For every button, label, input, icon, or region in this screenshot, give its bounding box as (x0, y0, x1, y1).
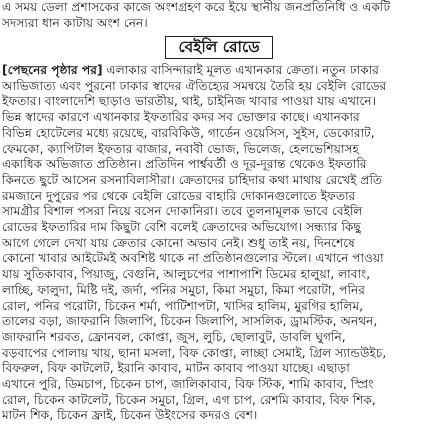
body-line: ইফতার। বাংলাদেশি ছাড়াও ভারতীয়, থাই, চাইনিজ খাবার পাওয়া যায় এখানে। (2, 94, 377, 109)
body-line: কিনতে ছুটে আসেন রসনাবিলাসীরা। ক্রেতাদের চাহিদার কথা মাথায় রেখেই প্রতি (2, 172, 383, 187)
body-line: বিভিন্ন হোটেলের মধ্যে রয়েছে, বারবিকিউ, গার্ডেন ওয়েসিস, সুইস, ডেকোরাট, (2, 125, 375, 140)
body-line (2, 63, 436, 79)
body-line: সামগ্রীর বিশাল পসরা নিয়ে বসেন দোকানিরা। তবে তুলনামূলক ভাবে বেইলি (2, 204, 363, 219)
body-line: রোল, পনির পরোটা, চিকেন শর্মা, পাটিশাপটা, খাসির হালিম, মুরগির হালিম, (2, 298, 364, 313)
body-line: কোনো খাবার আইটেমই অবশিষ্ট থাকে না প্রতিষ্ঠানগুলোর স্টলে। এখানে পাওয়া (2, 251, 384, 266)
body-line: তালের বড়া, জাফরানি জিলাপি, চিকেন জিলাপি, সাসলিক, ড্রামস্টিক, অনথন, (2, 314, 378, 329)
body-line: লাচ্ছি, ফালুদা, মিষ্টি দই, জর্দা, পনির সমুচা, কিমা সমুচা, কিমা পরোটা, পনির (2, 282, 366, 297)
body-line: যায় সুতিকাবাব, পিয়াজু, বেগুনি, আলুচপের পাশাপাশি ডিমের হালুয়া, লাবাং, (2, 267, 371, 282)
article-heading-wrap (0, 36, 438, 59)
body-line: বিফরুল, বিফ কাটলেট, ইরানি কাবাব, মাটন কাবাব পাওয়া যাচ্ছে। এছাড়া (2, 361, 350, 376)
intro-line-1: এ সময় ডেলা প্রশাসকের কাজে অংশগ্রহণ করে ইয়ে স্থানীয় জনপ্রতিনিধি ও একটি (2, 0, 391, 14)
continuation-marker: [পেছনের পৃষ্ঠার পর] (2, 63, 103, 77)
body-line: রমজানে দুপুরের পর থেকে বেইলি রোডের বাহারি দোকানগুলোতে ইফতার (2, 188, 356, 203)
body-line: আগে গেলে দেখা যায় ক্রেতার কোনো অভাব নেই। শুধু তাই নয়, দিনশেষে (2, 235, 355, 250)
body-line: একাধিক অভিজাত প্রতিষ্ঠান। প্রতিদিন পার্শ্ববর্তী ও দূর-দূরান্ত থেকেও ইফতারি (2, 157, 367, 172)
body-line: ফেমকো, ক্যাপিটাল ইফতার বাজার, নবাবী ভোজ, ভিলেজ, হেলভেশিয়াসহ (2, 141, 359, 156)
body-line: জাফরানি শরবত, ফ্রোনবল, কোপ্তা, জুস, লুচি, ছোলাবুট, ডাবলি ঘুগনি, (2, 329, 346, 344)
intro-line-2: সদস্যরা ধান কাটায় অংশ নেন। (2, 16, 148, 30)
body-line: মাটন শিক, চিকেন ফ্রাই, চিকেন উইংসের কদরও বেশ। (2, 408, 258, 423)
body-line: রোল, চিকেন কাটলেট, চিকেন সমুচা, গ্রিল, এগ চাপ, রেশমি কাবাব, বিফ শিক, (2, 392, 376, 407)
article-body (2, 63, 436, 424)
body-line-text: এলাকার বাসিন্দারাই মূলত এখানকার ক্রেতা। নতুন ঢাকার (106, 63, 379, 77)
body-line: রোডের ইফতারির দাম কিছুটা বেশি বলেই ক্রেতাদের অভিযোগ। সন্ধ্যার কিছু (2, 220, 361, 235)
article-heading: বেইলি রোডে (165, 36, 272, 59)
body-line: বড়বাপের পোলায় খায়, ছানা মসলা, বিফ কোপ্তা, লাচ্ছা সেমাই, গ্রিল স্যান্ডউইচ, (2, 345, 387, 360)
body-line: আভিজাত্য এবং পুরনো ঢাকার স্বাদের ঐতিহ্যের সমন্বয়ে তৈরি হয় বেইলি রোডের (2, 78, 387, 93)
body-line: এখানে পুরি, ডিমচাপ, চিকেন চাপ, জালিকাবাব, বিফ স্টিক, শামি কাবাব, স্প্রিং (2, 377, 374, 392)
body-line: ভিন্ন স্বাদের কারণে এখানকার ইফতারির কদর সব ভোক্তার কাছে। এখানকার (2, 110, 360, 125)
